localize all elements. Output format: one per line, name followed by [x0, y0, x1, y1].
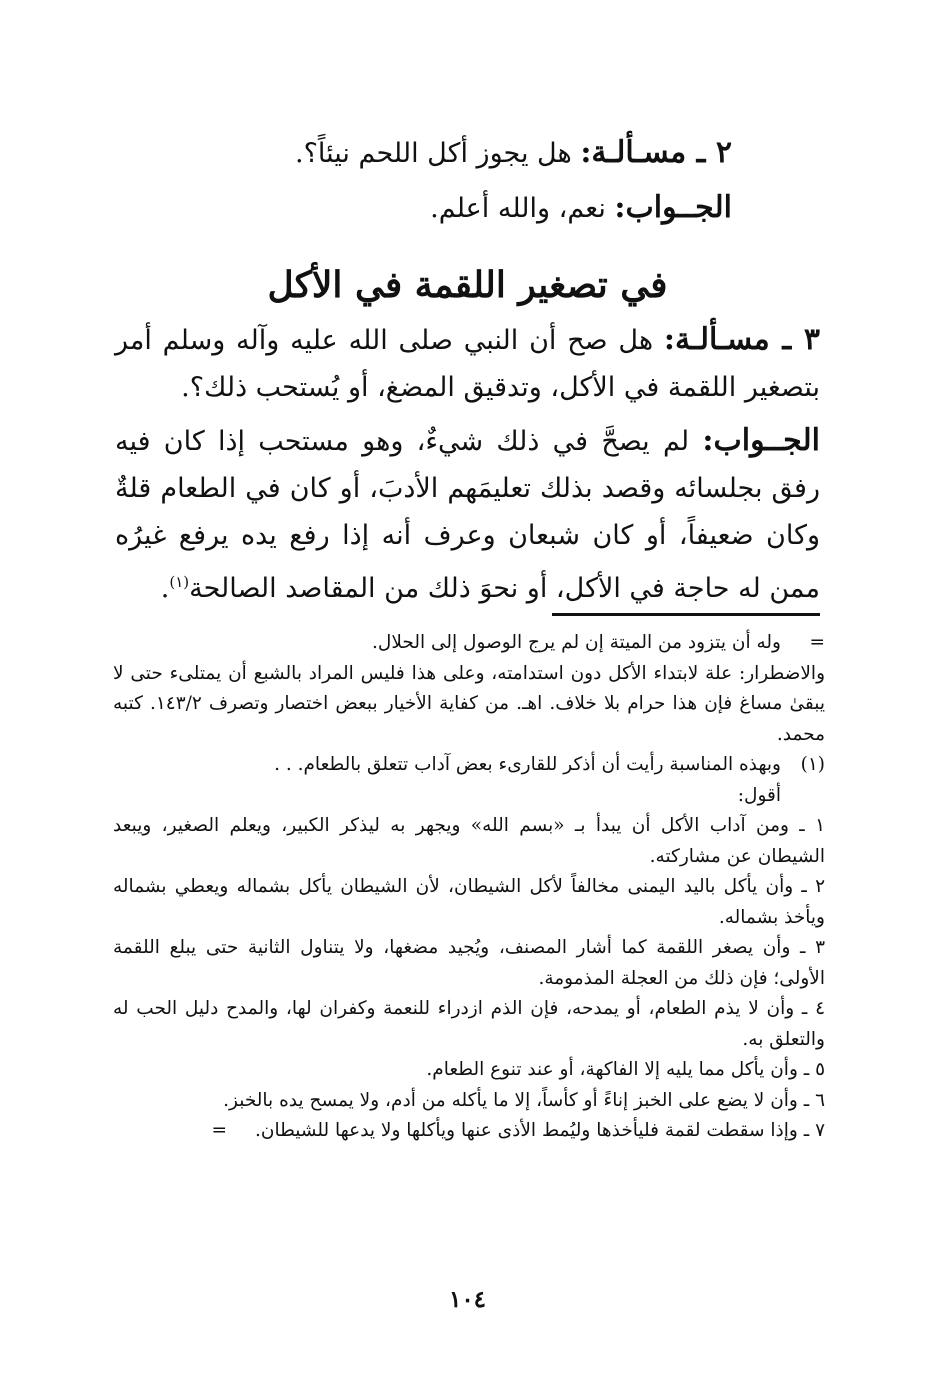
list-item	[113, 1055, 825, 1086]
answer-2-label: الجــواب:	[614, 190, 732, 225]
list-item	[113, 872, 825, 933]
question-3-text: هل صح أن النبي صلى الله عليه وآله وسلم أمر بتصغير اللقمة في الأكل، وتدقيق المضغ، أو يُستحب ذلك؟.	[115, 325, 820, 403]
footnote-1	[113, 750, 825, 781]
etiquette-item-4: ٤ ـ وأن لا يذم الطعام، أو يمدحه، فإن الذم ازدراء للنعمة وكفران لها، والمدح دليل الحب له والتعلق به.	[113, 998, 825, 1050]
answer-3-text: لم يصحَّ في ذلك شيءٌ، وهو مستحب إذا كان فيه رفق بجلسائه وقصد بذلك تعليمَهم الأدبَ، أو كان في الطعام قلةٌ وكان ضعيفاً، أو كان شبعان وعرف أنه إذا رفع يده يرفع غيرُه ممن له حاجة في الأكل، أو نحوَ ذلك من المقاصد الصالحة	[115, 426, 820, 604]
continuation-line: وله أن يتزود من الميتة إن لم يرج الوصول إلى الحلال.	[372, 632, 781, 653]
section-heading: في تصغير اللقمة في الأكل	[267, 264, 668, 306]
question-2	[115, 126, 820, 236]
footnote-1-intro: وبهذه المناسبة رأيت أن أذكر للقارىء بعض آداب تتعلق بالطعام. . .	[274, 754, 781, 775]
continuation-paragraph: والاضطرار: علة لابتداء الأكل دون استدامته، وعلى هذا فليس المراد بالشبع أن يمتلىء حتى لا يبقىٰ مساغ فإن هذا حرام بلا خلاف. اهـ. من كفاية الأخيار ببعض اختصار وتصرف ١٤٣/٢. كتبه محمد.	[113, 662, 825, 745]
answer-3-paragraph	[115, 417, 820, 612]
question-3	[115, 316, 820, 612]
list-item	[113, 1116, 825, 1147]
question-2-text: هل يجوز أكل اللحم نيئاً؟.	[294, 138, 581, 169]
continuation-marker: =	[809, 632, 825, 653]
question-3-paragraph	[115, 316, 820, 411]
answer-3-label: الجــواب:	[702, 423, 820, 458]
list-item	[113, 933, 825, 994]
etiquette-item-2: ٢ ـ وأن يأكل باليد اليمنى مخالفاً لأكل الشيطان، لأن الشيطان يأكل بشماله ويعطي بشماله ويأخذ بشماله.	[113, 876, 825, 928]
etiquette-item-3: ٣ ـ وأن يصغر اللقمة كما أشار المصنف، ويُجيد مضغها، ولا يتناول الثانية حتى يبلع اللقمة الأولى؛ فإن ذلك من العجلة المذمومة.	[113, 937, 825, 989]
question-2-line	[115, 126, 732, 181]
etiquette-item-6: ٦ ـ وأن لا يضع على الخبز إناءً أو كأساً، إلا ما يأكله من أدم، ولا يمسح يده بالخبز.	[223, 1089, 825, 1111]
question-3-label: ٣ ـ مسـألـة:	[663, 322, 820, 357]
list-item	[113, 994, 825, 1055]
answer-2-text: نعم، والله أعلم.	[430, 193, 615, 224]
trailing-continuation-marker: =	[211, 1120, 227, 1141]
footnote-continuation	[113, 628, 825, 659]
footnote-reference[interactable]: (١)	[169, 573, 190, 591]
etiquette-item-1: ١ ـ ومن آداب الأكل أن يبدأ بـ «بسم الله» ويجهر به ليذكر الكبير، ويعلم الصغير، ويبعد الشيطان عن مشاركته.	[113, 815, 825, 867]
page-number: ١٠٤	[448, 1286, 487, 1313]
footnotes	[113, 628, 825, 1147]
footnote-continuation-paragraph	[113, 659, 825, 751]
question-2-label: ٢ ـ مسـألـة:	[580, 135, 732, 170]
etiquette-item-5: ٥ ـ وأن يأكل مما يليه إلا الفاكهة، أو عند تنوع الطعام.	[426, 1059, 825, 1080]
list-item	[113, 1086, 825, 1117]
footnote-divider	[552, 613, 820, 616]
footnote-aqool: أقول:	[737, 784, 781, 806]
answer-3-end: .	[160, 573, 170, 604]
footnote-aqool-row	[113, 781, 825, 812]
answer-2-line	[115, 181, 732, 236]
etiquette-item-7: ٧ ـ وإذا سقطت لقمة فليأخذها وليُمط الأذى عنها ويأكلها ولا يدعها للشيطان.	[254, 1120, 825, 1141]
footnote-1-marker: (١)	[800, 754, 825, 775]
list-item	[113, 811, 825, 872]
